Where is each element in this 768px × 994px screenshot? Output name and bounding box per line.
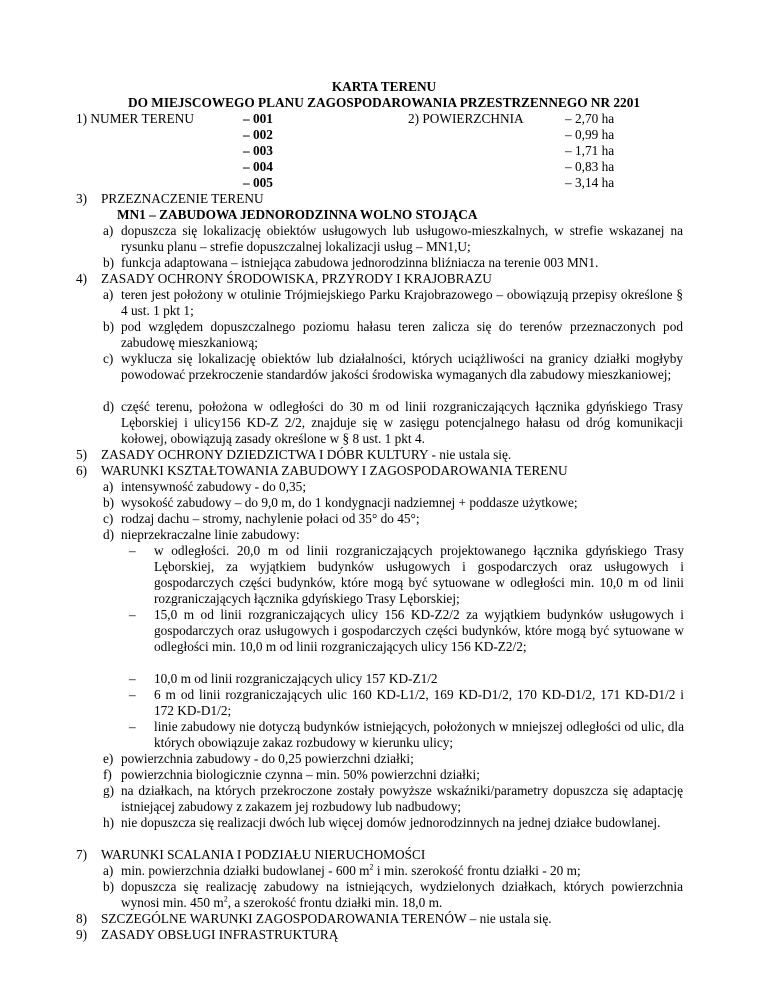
- list-item: a) dopuszcza się lokalizację obiektów usługowych lub usługowo-mieszkalnych, w strefie wskazanej na rysunku planu – strefie dopuszczalnej lokalizacji usług – MN1,U;: [103, 223, 683, 254]
- terrain-number-label: 1) NUMER TERENU: [76, 111, 194, 126]
- list-item: a) intensywność zabudowy - do 0,35;: [103, 479, 307, 494]
- list-item: b) wysokość zabudowy – do 9,0 m, do 1 kondygnacji nadziemnej + poddasze użytkowe;: [103, 495, 578, 510]
- dash-item: – 10,0 m od linii rozgraniczających ulicy 157 KD-Z1/2: [129, 671, 438, 686]
- terrain-area: – 0,83 ha: [565, 159, 615, 174]
- doc-title-line1: KARTA TERENU: [331, 79, 437, 94]
- terrain-number: – 002: [243, 127, 273, 142]
- doc-title-line2: DO MIEJSCOWEGO PLANU ZAGOSPODAROWANIA PRZESTRZENNEGO NR 2201: [128, 95, 640, 110]
- dash-item: – 6 m od linii rozgraniczających ulic 160 KD-L1/2, 169 KD-D1/2, 170 KD-D1/2, 171 KD-D1/2 i 172 KD-D1/2;: [129, 687, 684, 718]
- list-item: c) wyklucza się lokalizację obiektów lub działalności, których uciążliwości na granicy działki mogłyby powodować przekroczenie standardów jakości środowiska wymaganych dla zabudowy mieszkaniowej;: [103, 351, 683, 382]
- terrain-number: – 003: [243, 143, 273, 158]
- list-item: c) rodzaj dachu – stromy, nachylenie połaci od 35° do 45°;: [103, 511, 420, 526]
- list-item: a) teren jest położony w otulinie Trójmiejskiego Parku Krajobrazowego – obowiązują przepisy określone § 4 ust. 1 pkt 1;: [103, 287, 683, 318]
- terrain-area: – 1,71 ha: [565, 143, 615, 158]
- zone-designation: MN1 – ZABUDOWA JEDNORODZINNA WOLNO STOJĄCA: [117, 207, 478, 222]
- list-item: d) część terenu, położona w odległości do 30 m od linii rozgraniczających łącznika gdyńskiego Trasy Lęborskiej i ulicy156 KD-Z 2/2, znajduje się w zasięgu potencjalnego hałasu od dróg komunikacji kołowej, obowiązują zasady określone w § 8 ust. 1 pkt 4.: [103, 399, 683, 446]
- list-item: b) dopuszcza się realizację zabudowy na istniejących, wydzielonych działkach, których powierzchnia wynosi min. 450 $m^2$, a szerokość frontu działki min. 18,0 m.: [103, 879, 683, 910]
- terrain-area: – 0,99 ha: [565, 127, 615, 142]
- dash-item: – linie zabudowy nie dotyczą budynków istniejących, położonych w mniejszej odległości od ulic, dla których obowiązuje zakaz rozbudowy w kierunku ulicy;: [129, 719, 684, 750]
- list-item: b) funkcja adaptowana – istniejąca zabudowa jednorodzinna bliźniacza na terenie 003 MN1.: [103, 255, 599, 270]
- document-page: KARTA TERENU DO MIEJSCOWEGO PLANU ZAGOSPODAROWANIA PRZESTRZENNEGO NR 2201 1) NUMER TERENU – 001 – 002 – 003 – 004 – 005 2) POWIERZCHNIA – 2,70 ha – 0,99 ha – 1,71 ha – 0,83 ha – 3,14 ha 3) PRZEZNACZENIE TERENU MN1 – ZABUDOWA JEDNORODZINNA WOLNO STOJĄCA a) dopuszcza się lokalizację obiektów usługowych lub usługowo-mieszkalnych, w strefie wskazanej na rysunku planu – strefie dopuszczalnej lokalizacji usług – MN1,U; b) funkcja adaptowana – istniejąca zabudowa jednorodzinna bliźniacza na terenie 003 MN1. 4) ZASADY OCHRONY ŚRODOWISKA, PRZYRODY I KRAJOBRAZU a) teren jest położony w otulinie Trójmiejskiego Parku Krajobrazowego – obowiązują przepisy określone § 4 ust. 1 pkt 1; b) pod względem dopuszczalnego poziomu hałasu teren zalicza się do terenów przeznaczonych pod zabudowę mieszkaniową; c) wyklucza się lokalizację obiektów lub działalności, których uciążliwości na granicy działki mogłyby powodować przekroczenie standardów jakości środowiska wymaganych dla zabudowy mieszkaniowej; d) część terenu, położona w odległości do 30 m od linii rozgraniczających łącznika gdyńskiego Trasy Lęborskiej i ulicy156 KD-Z 2/2, znajduje się w zasięgu potencjalnego hałasu od dróg komunikacji kołowej, obowiązują zasady określone w § 8 ust. 1 pkt 4. 5) ZASADY OCHRONY DZIEDZICTWA I DÓBR KULTURY - nie ustala się. 6) WARUNKI KSZTAŁTOWANIA ZABUDOWY I ZAGOSPODAROWANIA TERENU a) intensywność zabudowy - do 0,35; b) wysokość zabudowy – do 9,0 m, do 1 kondygnacji nadziemnej + poddasze użytkowe; c) rodzaj dachu – stromy, nachylenie połaci od 35° do 45°; d) nieprzekraczalne linie zabudowy: – w odległości. 20,0 m od linii rozgraniczających projektowanego łącznika gdyńskiego Trasy Lęborskiej, za wyjątkiem budynków usługowych i gospodarczych oraz usługowych i gospodarczych części budynków, które mogą być sytuowane w odległości min. 10,0 m od linii rozgraniczających łącznika gdyńskiego Trasy Lęborskiej; – 15,0 m od linii rozgraniczających ulicy 156 KD-Z2/2 za wyjątkiem budynków usługowych i gospodarczych oraz usługowych i gospodarczych części budynków, które mogą być sytuowane w odległości min. 10,0 m od linii rozgraniczających ulicy 156 KD-Z2/2; – 10,0 m od linii rozgraniczających ulicy 157 KD-Z1/2 – 6 m od linii rozgraniczających ulic 160 KD-L1/2, 169 KD-D1/2, 170 KD-D1/2, 171 KD-D1/2 i 172 KD-D1/2; – linie zabudowy nie dotyczą budynków istniejących, położonych w mniejszej odległości od ulic, dla których obowiązuje zakaz rozbudowy w kierunku ulicy; e) powierzchnia zabudowy - do 0,25 powierzchni działki; f) powierzchnia biologicznie czynna – min. 50% powierzchni działki; g) na działkach, na których przekroczone zostały powyższe wskaźniki/parametry dopuszcza się adaptację istniejącej zabudowy z zakazem jej rozbudowy lub nadbudowy; h) nie dopuszcza się realizacji dwóch lub więcej domów jednorodzinnych na jednej działce budowlanej. 7) WARUNKI SCALANIA I PODZIAŁU NIERUCHOMOŚCI a) min. powierzchnia działki budowlanej - 600 $m^2$ i min. szerokość frontu działki - 20 m; b) dopuszcza się realizację zabudowy na istniejących, wydzielonych działkach, których powierzchnia wynosi min. 450 $m^2$, a szerokość frontu działki min. 18,0 m. 8) SZCZEGÓLNE WARUNKI ZAGOSPODAROWANIA TERENÓW – nie ustala się. 9) ZASADY OBSŁUGI INFRASTRUKTURĄ: [0, 0, 768, 994]
- list-item: d) nieprzekraczalne linie zabudowy:: [103, 527, 300, 542]
- list-item: f) powierzchnia biologicznie czynna – min. 50% powierzchni działki;: [103, 767, 480, 782]
- dash-item: – w odległości. 20,0 m od linii rozgraniczających projektowanego łącznika gdyńskiego Trasy Lęborskiej, za wyjątkiem budynków usługowych i gospodarczych oraz usługowych i gospodarczych części budynków, które mogą być sytuowane w odległości min. 10,0 m od linii rozgraniczających łącznika gdyńskiego Trasy Lęborskiej;: [129, 543, 684, 606]
- list-item: a) min. powierzchnia działki budowlanej - 600 $m^2$ i min. szerokość frontu działki - 20 m;: [103, 862, 581, 878]
- dash-item: – 15,0 m od linii rozgraniczających ulicy 156 KD-Z2/2 za wyjątkiem budynków usługowych i gospodarczych oraz usługowych i gospodarczych części budynków, które mogą być sytuowane w odległości min. 10,0 m od linii rozgraniczających ulicy 156 KD-Z2/2;: [129, 607, 684, 654]
- list-item: g) na działkach, na których przekroczone zostały powyższe wskaźniki/parametry dopuszcza się adaptację istniejącej zabudowy z zakazem jej rozbudowy lub nadbudowy;: [103, 783, 683, 814]
- terrain-number: – 001: [243, 111, 273, 126]
- terrain-number: – 005: [243, 175, 273, 190]
- list-item: e) powierzchnia zabudowy - do 0,25 powierzchni działki;: [103, 751, 414, 766]
- list-item: b) pod względem dopuszczalnego poziomu hałasu teren zalicza się do terenów przeznaczonych pod zabudowę mieszkaniową;: [103, 319, 683, 350]
- terrain-area: – 2,70 ha: [565, 111, 615, 126]
- terrain-area: – 3,14 ha: [565, 175, 615, 190]
- area-label: 2) POWIERZCHNIA: [408, 111, 524, 126]
- terrain-number: – 004: [243, 159, 273, 174]
- list-item: h) nie dopuszcza się realizacji dwóch lub więcej domów jednorodzinnych na jednej działce budowlanej.: [103, 815, 661, 830]
